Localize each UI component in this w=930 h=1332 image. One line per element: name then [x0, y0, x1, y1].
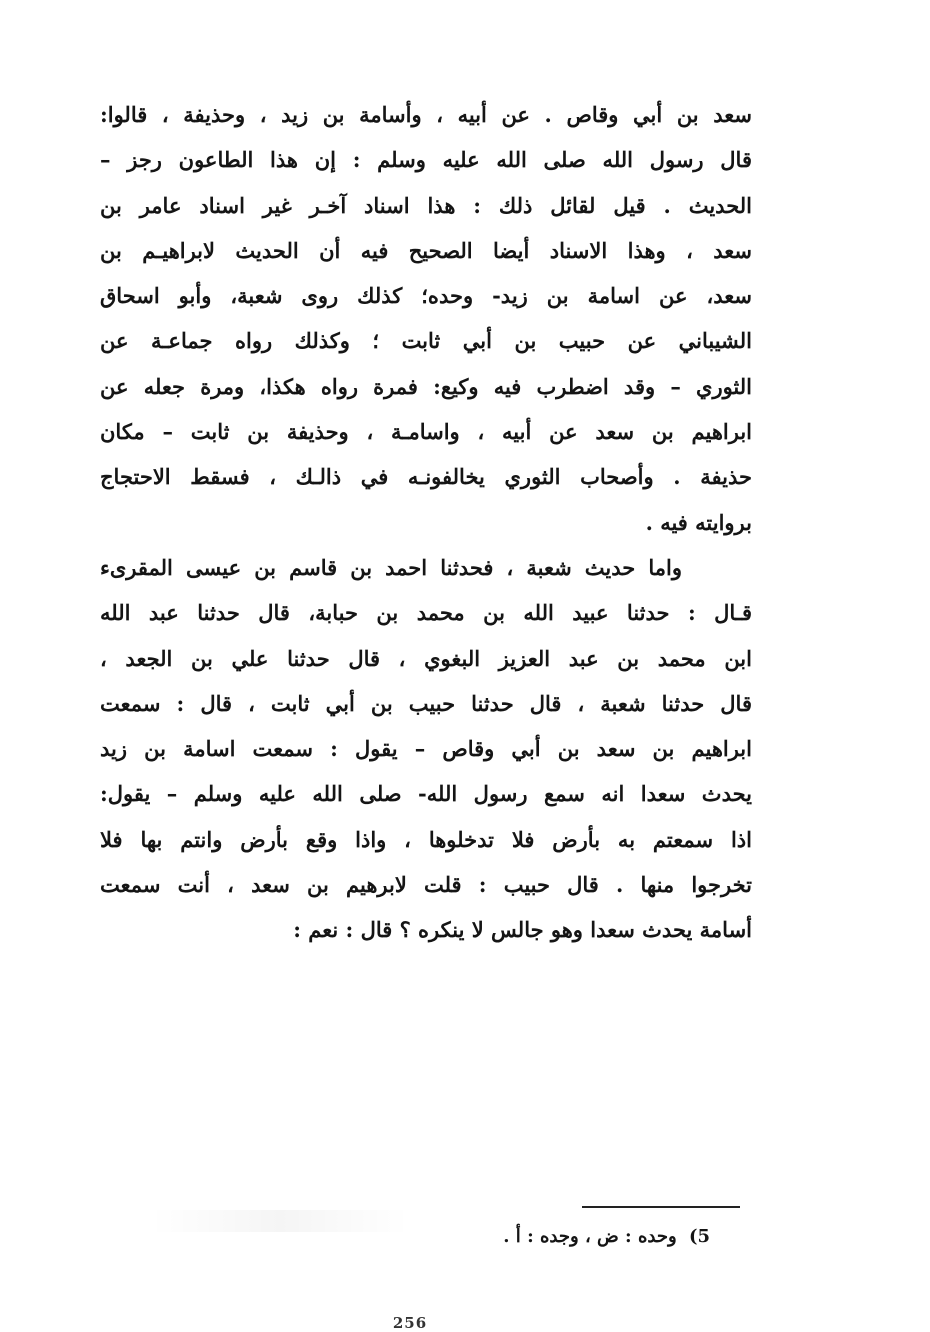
text-line: أسامة يحدث سعدا وهو جالس لا ينكره ؟ قال : نعم :	[293, 917, 752, 943]
footnote	[400, 1222, 710, 1252]
text-line: سعد ، وهذا الاسناد أيضا الصحيح فيه أن الحديث لابراهيـم بن	[100, 237, 752, 263]
text-line: واما حديث شعبة ، فحدثنا احمد بن قاسم بن عيسى المقرىء	[100, 555, 682, 580]
text-line: الحديث . قيل لقائل ذلك : هذا اسناد آخـر غير اسناد عامر بن	[100, 192, 752, 218]
text-line: بروايته فيه .	[645, 509, 752, 535]
text-line: ابن محمد بن عبد العزيز البغوي ، قال حدثنا علي بن الجعد ،	[100, 645, 752, 671]
text-line: تخرجوا منها . قال حبيب : قلت لابرهيم بن سعد ، أنت سمعت	[100, 872, 752, 898]
footnote-divider	[582, 1206, 740, 1208]
text-line: يحدث سعدا انه سمع رسول الله- صلى الله عليه وسلم – يقول:	[100, 781, 752, 807]
footnote-text: وحده : ض ، وجده : أ .	[503, 1226, 677, 1247]
text-line: ابراهيم بن سعد عن أبيه ، واسامـة ، وحذيفة بن ثابت – مكان	[100, 419, 752, 445]
bleed-through-smudge	[150, 1210, 410, 1232]
text-line: الثوري – وقد اضطرب فيه وكيع: فمرة رواه هكذا، ومرة جعله عن	[100, 373, 752, 399]
text-line: قـال : حدثنا عبيد الله بن محمد بن حبابة، قال حدثنا عبد الله	[100, 600, 752, 626]
text-line: سعد، عن اسامة بن زيد- وحده؛ كذلك روى شعبة، وأبو اسحاق	[100, 283, 752, 309]
text-line: ابراهيم بن سعد بن أبي وقاص – يقول : سمعت اسامة بن زيد	[100, 736, 752, 762]
text-line: سعد بن أبي وقاص . عن أبيه ، وأسامة بن زيد ، وحذيفة ، قالوا:	[100, 102, 752, 127]
text-line: قال حدثنا شعبة ، قال حدثنا حبيب بن أبي ثابت ، قال : سمعت	[100, 690, 752, 716]
footnote-marker: 5)	[688, 1226, 710, 1247]
text-line: اذا سمعتم به بأرض فلا تدخلوها ، واذا وقع بأرض وانتم بها فلا	[100, 826, 752, 852]
text-line: الشيباني عن حبيب بن أبي ثابت ؛ وكذلك رواه جماعـة عن	[100, 328, 752, 354]
text-line: قال رسول الله صلى الله عليه وسلم : إن هذا الطاعون رجز –	[100, 147, 752, 173]
paragraph-2	[100, 545, 752, 953]
text-line: حذيفة . وأصحاب الثوري يخالفونـه في ذالـك ، فسقط الاحتجاج	[100, 464, 752, 490]
page-number: 256	[392, 1314, 428, 1332]
paragraph-1	[100, 92, 752, 545]
